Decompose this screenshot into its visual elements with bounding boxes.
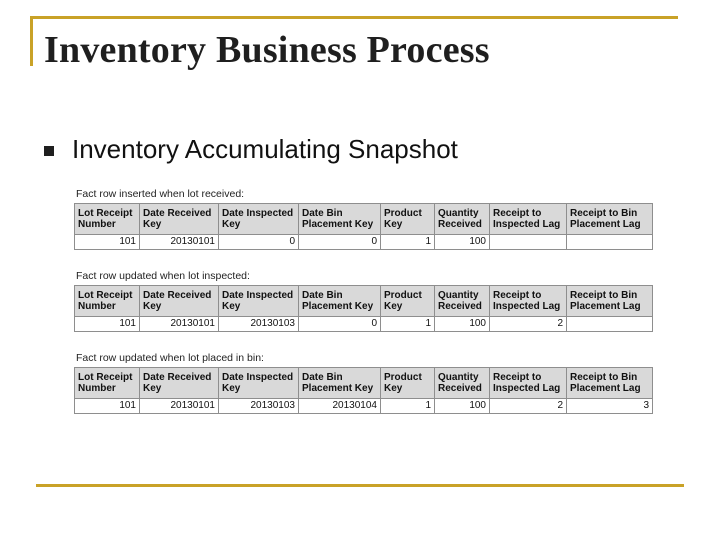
snapshot-table-inspected: [74, 270, 654, 332]
table-header-row: [75, 204, 653, 235]
header-cell: Date Inspected Key: [219, 368, 299, 399]
table-cell: 101: [75, 317, 140, 332]
header-cell: Date Received Key: [140, 204, 219, 235]
table-cell: 101: [75, 235, 140, 250]
fact-table: [74, 203, 653, 250]
table-cell: 20130101: [140, 399, 219, 414]
snapshot-table-binned: [74, 352, 654, 414]
header-cell: Date Received Key: [140, 368, 219, 399]
table-cell: 0: [219, 235, 299, 250]
table-row: [75, 317, 653, 332]
header-cell: Product Key: [381, 286, 435, 317]
snapshot-table-received: [74, 188, 654, 250]
square-bullet-icon: [44, 146, 54, 156]
table-caption: Fact row updated when lot inspected:: [76, 270, 250, 282]
table-cell: 1: [381, 235, 435, 250]
table-header-row: [75, 368, 653, 399]
header-cell: Quantity Received: [435, 286, 490, 317]
table-row: [75, 399, 653, 414]
header-cell: Receipt to Inspected Lag: [490, 368, 567, 399]
table-cell: 101: [75, 399, 140, 414]
header-cell: Product Key: [381, 204, 435, 235]
fact-table: [74, 367, 653, 414]
table-cell: 100: [435, 317, 490, 332]
header-cell: Quantity Received: [435, 204, 490, 235]
table-cell: 20130104: [299, 399, 381, 414]
table-cell: 2: [490, 317, 567, 332]
table-cell: 20130103: [219, 399, 299, 414]
frame-bottom-rule: [36, 484, 684, 487]
table-cell: [567, 317, 653, 332]
table-cell: 100: [435, 235, 490, 250]
header-cell: Lot Receipt Number: [75, 204, 140, 235]
table-cell: 20130103: [219, 317, 299, 332]
header-cell: Date Inspected Key: [219, 204, 299, 235]
table-cell: 0: [299, 235, 381, 250]
table-row: [75, 235, 653, 250]
frame-top-rule: [30, 16, 678, 19]
header-cell: Receipt to Bin Placement Lag: [567, 286, 653, 317]
header-cell: Date Bin Placement Key: [299, 368, 381, 399]
header-cell: Product Key: [381, 368, 435, 399]
table-cell: 20130101: [140, 317, 219, 332]
header-cell: Receipt to Inspected Lag: [490, 204, 567, 235]
header-cell: Date Inspected Key: [219, 286, 299, 317]
header-cell: Date Bin Placement Key: [299, 204, 381, 235]
frame-left-rule: [30, 16, 33, 66]
header-cell: Quantity Received: [435, 368, 490, 399]
bullet-text: Inventory Accumulating Snapshot: [72, 134, 458, 164]
table-cell: [490, 235, 567, 250]
table-cell: 1: [381, 317, 435, 332]
table-cell: 1: [381, 399, 435, 414]
table-cell: 20130101: [140, 235, 219, 250]
table-cell: 2: [490, 399, 567, 414]
header-cell: Date Received Key: [140, 286, 219, 317]
header-cell: Date Bin Placement Key: [299, 286, 381, 317]
table-cell: 100: [435, 399, 490, 414]
table-caption: Fact row inserted when lot received:: [76, 188, 245, 200]
slide-title: Inventory Business Process: [44, 29, 490, 71]
table-cell: 0: [299, 317, 381, 332]
header-cell: Receipt to Inspected Lag: [490, 286, 567, 317]
header-cell: Lot Receipt Number: [75, 368, 140, 399]
header-cell: Receipt to Bin Placement Lag: [567, 368, 653, 399]
table-caption: Fact row updated when lot placed in bin:: [76, 352, 264, 364]
table-cell: 3: [567, 399, 653, 414]
header-cell: Receipt to Bin Placement Lag: [567, 204, 653, 235]
table-cell: [567, 235, 653, 250]
header-cell: Lot Receipt Number: [75, 286, 140, 317]
fact-table: [74, 285, 653, 332]
table-header-row: [75, 286, 653, 317]
